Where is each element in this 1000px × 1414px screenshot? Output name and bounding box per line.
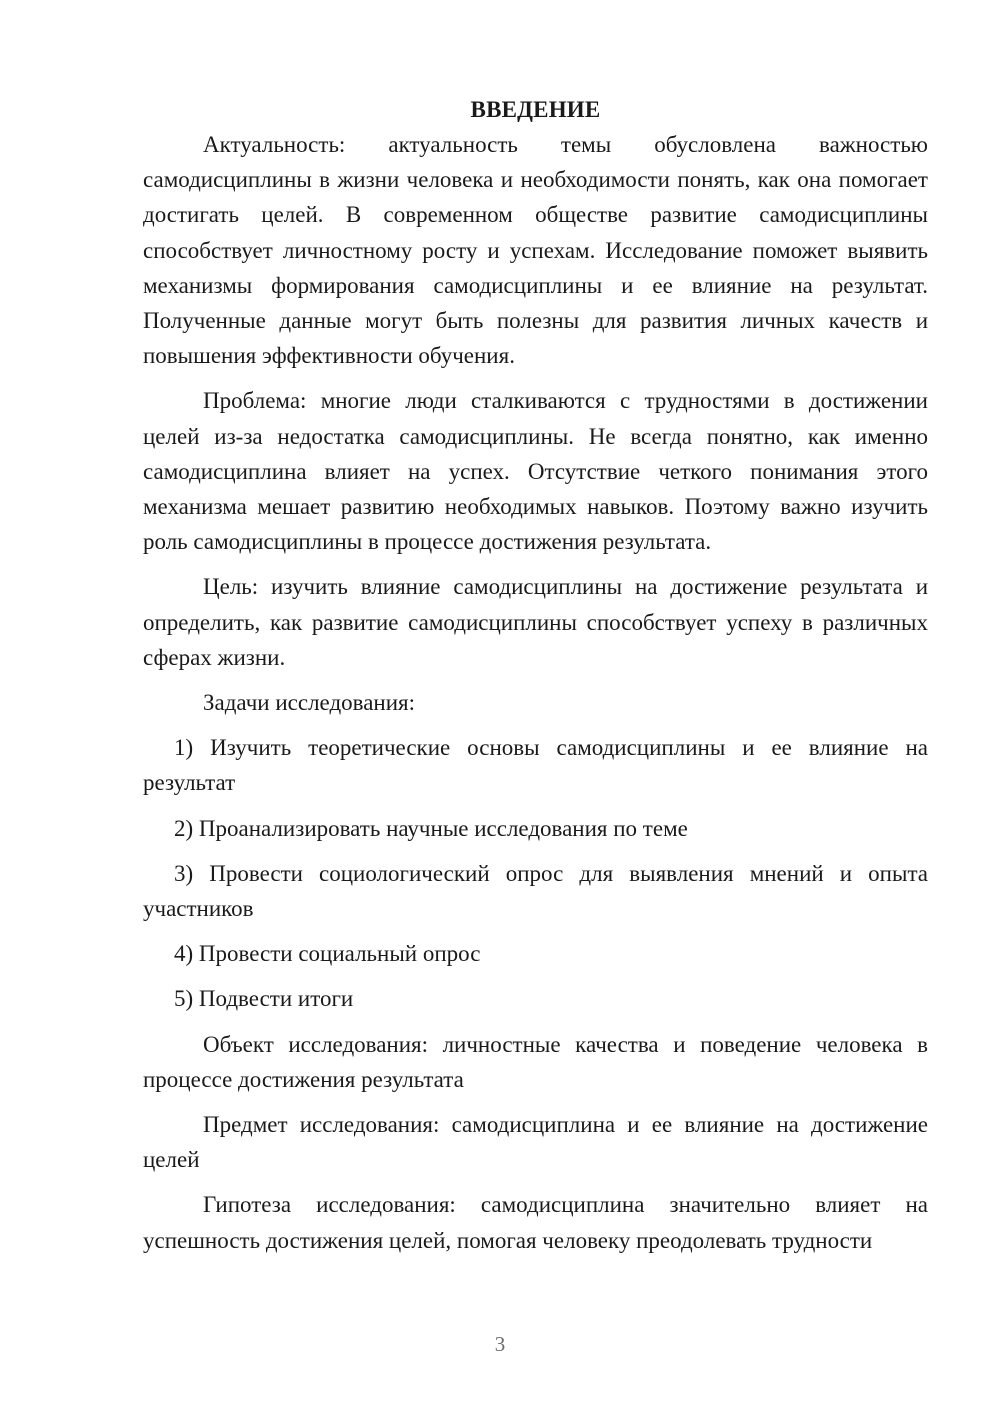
task-item-4: 4) Провести социальный опрос	[174, 941, 481, 967]
task-item-3: 3) Провести социологический опрос для выявления мнений и опыта участников	[143, 860, 928, 922]
paragraph-tasks-heading: Задачи исследования:	[203, 690, 416, 716]
task-item-1: 1) Изучить теоретические основы самодисциплины и ее влияние на результат	[143, 735, 928, 796]
task-item-5: 5) Подвести итоги	[174, 986, 354, 1012]
document-body	[143, 92, 928, 1268]
paragraph-problem: Проблема: многие люди сталкиваются с трудностями в достижении целей из-за недостатка самодисциплины. Не всегда понятно, как именно самодисциплина влияет на успех. Отсутствие четкого понимания этого механизма мешает развитию необходимых навыков. Поэтому важно изучить роль самодисциплины в процессе достижения результата.	[143, 388, 928, 555]
paragraph-object: Объект исследования: личностные качества и поведение человека в процессе достижения результата	[143, 1031, 928, 1092]
task-item-2: 2) Проанализировать научные исследования по теме	[174, 815, 688, 841]
page-number: 3	[494, 1332, 506, 1356]
paragraph-hypothesis: Гипотеза исследования: самодисциплина значительно влияет на успешность достижения целей, помогая человеку преодолевать трудности	[143, 1192, 928, 1253]
page-title: ВВЕДЕНИЕ	[470, 97, 601, 122]
paragraph-goal: Цель: изучить влияние самодисциплины на достижение результата и определить, как развитие самодисциплины способствует успеху в различных сферах жизни.	[143, 574, 928, 670]
paragraph-relevance: Актуальность: актуальность темы обусловлена важностью самодисциплины в жизни человека и необходимости понять, как она помогает достигать целей. В современном обществе развитие самодисциплины способствует личностному росту и успехам. Исследование поможет выявить механизмы формирования самодисциплины и ее влияние на результат. Полученные данные могут быть полезны для развития личных качеств и повышения эффективности обучения.	[143, 132, 928, 369]
paragraph-subject: Предмет исследования: самодисциплина и ее влияние на достижение целей	[143, 1112, 928, 1173]
